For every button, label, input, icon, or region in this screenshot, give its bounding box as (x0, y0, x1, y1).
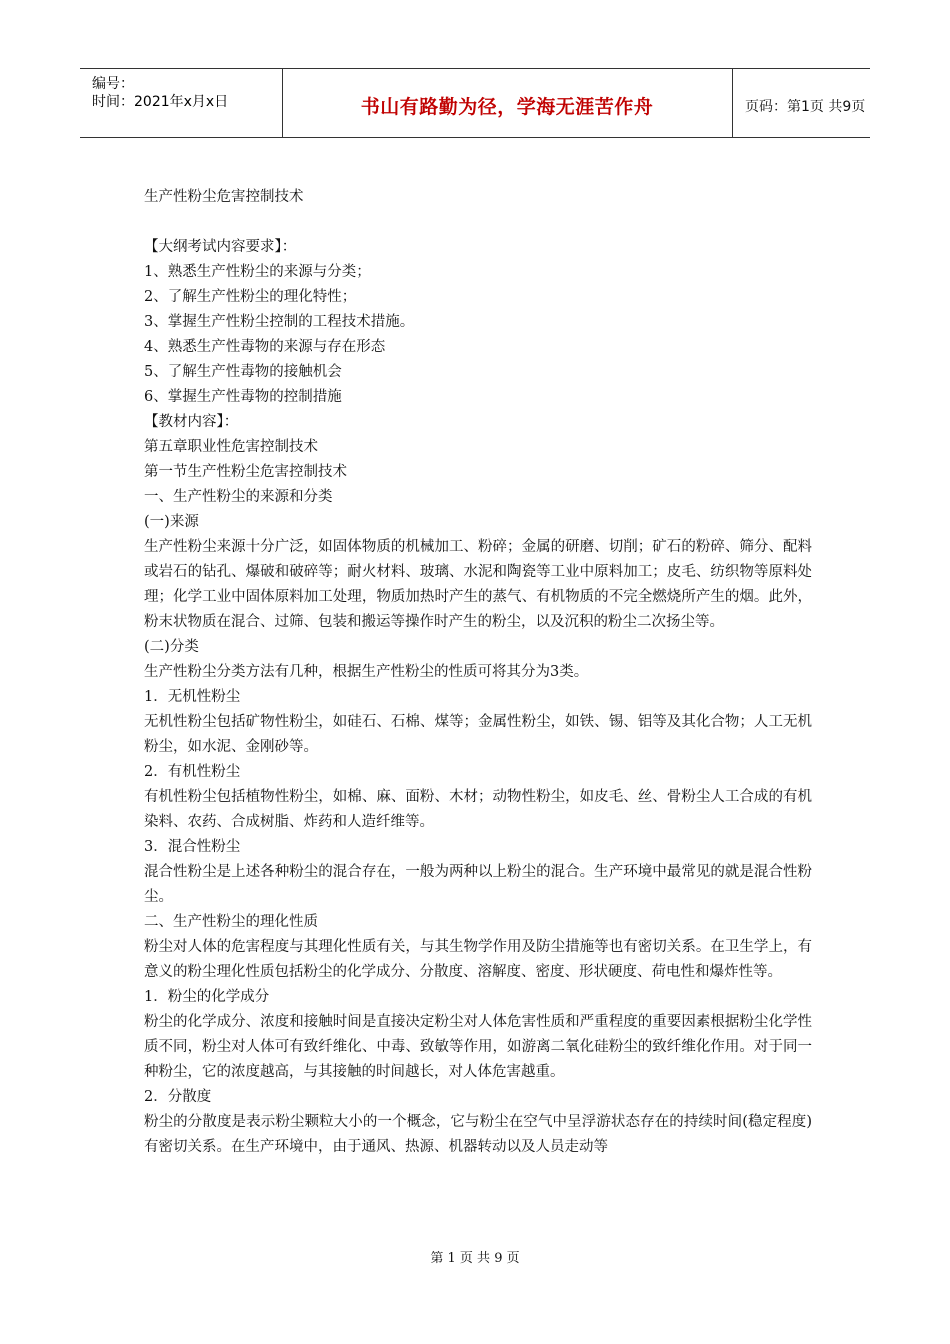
subsection-heading: 一、生产性粉尘的来源和分类 (144, 489, 333, 505)
outline-item: 2、了解生产性粉尘的理化特性； (144, 289, 357, 305)
time-label: 时间：2021年x月x日 (92, 94, 229, 110)
item-heading: 2．分散度 (144, 1089, 212, 1105)
document-body (144, 185, 812, 1160)
subsection-heading: (一)来源 (144, 514, 199, 530)
subsection-heading: 二、生产性粉尘的理化性质 (144, 914, 318, 930)
document-title: 生产性粉尘危害控制技术 (144, 189, 304, 205)
subsection-heading: (二)分类 (144, 639, 199, 655)
number-label: 编号： (92, 76, 134, 92)
outline-item: 3、掌握生产性粉尘控制的工程技术措施。 (144, 314, 415, 330)
header-meta-cell (80, 69, 283, 137)
page-header (80, 68, 870, 138)
outline-item: 5、了解生产性毒物的接触机会 (144, 364, 342, 380)
outline-item: 1、熟悉生产性粉尘的来源与分类； (144, 264, 371, 280)
paragraph-class: 生产性粉尘分类方法有几种，根据生产性粉尘的性质可将其分为3类。 (144, 664, 589, 680)
paragraph-chem: 粉尘的化学成分、浓度和接触时间是直接决定粉尘对人体危害性质和严重程度的重要因素根据粉尘化学性质不同，粉尘对人体可有致纤维化、中毒、致敏等作用，如游离二氧化硅粉尘的致纤维化作用。对于同一种粉尘，它的浓度越高，与其接触的时间越长，对人体危害越重。 (144, 1014, 812, 1080)
paragraph-mixed: 混合性粉尘是上述各种粉尘的混合存在，一般为两种以上粉尘的混合。生产环境中最常见的就是混合性粉尘。 (144, 864, 812, 905)
outline-item: 4、熟悉生产性毒物的来源与存在形态 (144, 339, 386, 355)
section-heading: 第一节生产性粉尘危害控制技术 (144, 464, 347, 480)
paragraph-props: 粉尘对人体的危害程度与其理化性质有关，与其生物学作用及防尘措施等也有密切关系。在卫生学上，有意义的粉尘理化性质包括粉尘的化学成分、分散度、溶解度、密度、形状硬度、荷电性和爆炸性等。 (144, 939, 812, 980)
item-heading: 1．无机性粉尘 (144, 689, 241, 705)
header-motto-cell (282, 69, 733, 137)
paragraph-source: 生产性粉尘来源十分广泛，如固体物质的机械加工、粉碎；金属的研磨、切削；矿石的粉碎、筛分、配料或岩石的钻孔、爆破和破碎等；耐火材料、玻璃、水泥和陶瓷等工业中原料加工；皮毛、纺织物等原料处理；化学工业中固体原料加工处理，物质加热时产生的蒸气、有机物质的不完全燃烧所产生的烟。此外，粉末状物质在混合、过筛、包装和搬运等操作时产生的粉尘，以及沉积的粉尘二次扬尘等。 (144, 539, 812, 630)
chapter-heading: 第五章职业性危害控制技术 (144, 439, 318, 455)
paragraph-inorganic: 无机性粉尘包括矿物性粉尘，如硅石、石棉、煤等；金属性粉尘，如铁、锡、铝等及其化合物；人工无机粉尘，如水泥、金刚砂等。 (144, 714, 812, 755)
paragraph-disp: 粉尘的分散度是表示粉尘颗粒大小的一个概念，它与粉尘在空气中呈浮游状态存在的持续时间(稳定程度)有密切关系。在生产环境中，由于通风、热源、机器转动以及人员走动等 (144, 1114, 812, 1155)
textbook-heading: 【教材内容】： (144, 414, 239, 430)
page-footer: 第 1 页 共 9 页 (430, 1251, 520, 1266)
item-heading: 1．粉尘的化学成分 (144, 989, 270, 1005)
motto-text: 书山有路勤为径，学海无涯苦作舟 (360, 96, 654, 118)
page-info: 页码：第1页 共9页 (745, 99, 866, 115)
outline-item: 6、掌握生产性毒物的控制措施 (144, 389, 342, 405)
outline-heading: 【大纲考试内容要求】： (144, 239, 297, 255)
paragraph-organic: 有机性粉尘包括植物性粉尘，如棉、麻、面粉、木材；动物性粉尘，如皮毛、丝、骨粉尘人工合成的有机染料、农药、合成树脂、炸药和人造纤维等。 (144, 789, 812, 830)
item-heading: 3．混合性粉尘 (144, 839, 241, 855)
item-heading: 2．有机性粉尘 (144, 764, 241, 780)
header-page-cell (733, 69, 870, 137)
